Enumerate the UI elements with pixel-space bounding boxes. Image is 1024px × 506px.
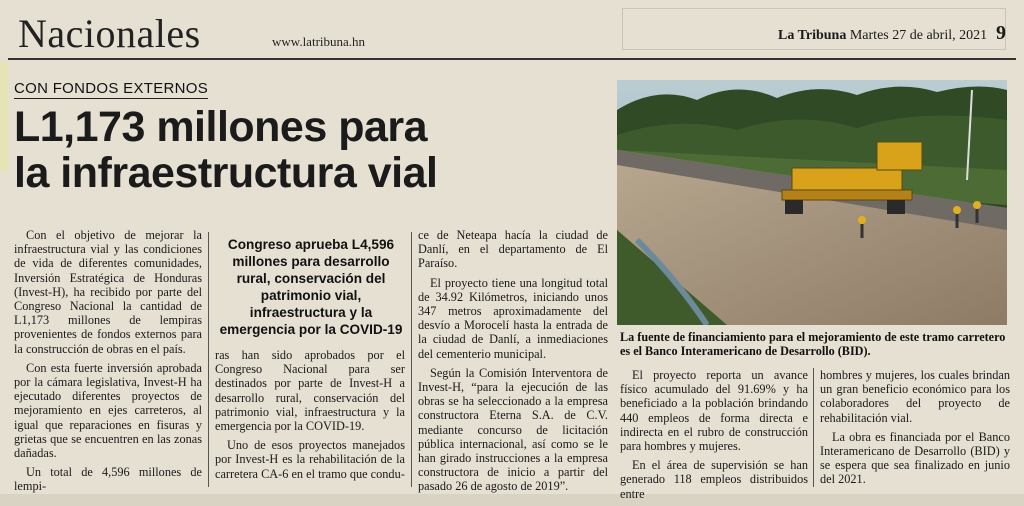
- article-column-5: [820, 368, 1010, 492]
- paragraph: El proyecto tiene una longitud total de 34.92 Kilómetros, iniciando unos 347 metros aproximadamente del desvío a Morocelí hasta la entrada de la ciudad de Danlí, a inmediaciones del cementerio municipal.: [418, 275, 608, 361]
- column-divider: [813, 368, 814, 487]
- subheadline: Congreso aprueba L4,596 millones para desarrollo rural, conservación del patrimonio vial, infraestructura y la emergencia por la COVID-19: [219, 237, 403, 337]
- article-column-3: [418, 228, 608, 499]
- page-header: [0, 0, 1024, 62]
- paragraph: Un total de 4,596 millones de lempi-: [14, 465, 202, 494]
- paragraph: Con el objetivo de mejorar la infraestructura vial y las condiciones de vida de diferentes comunidades, Inversión Estratégica de Honduras (Invest-H), ha recibido por parte del Congreso Nacional la cantidad de L1,173 millones de lempiras provenientes de fondos externos para la construcción de obras en el país.: [14, 228, 202, 356]
- headline-line-2: la infraestructura vial: [14, 149, 438, 197]
- column-divider: [411, 232, 412, 487]
- paragraph: Según la Comisión Interventora de Invest-H, “para la ejecución de las obras se ha seleccionado a la empresa constructora Eterna S.A. de C.V. mediante concurso de licitación pública internacional, así como se le han girado instrucciones a la empresa constructora de inicio a partir del pasado 26 de agosto de 2019”.: [418, 365, 608, 494]
- paragraph: Con esta fuerte inversión aprobada por la cámara legislativa, Invest-H ha ejecutado diferentes proyectos de mejoramiento en ejes carreteros, al igual que reparaciones en fisuras y grietas que se encuentren en las zonas dañadas.: [14, 360, 202, 461]
- article-column-2: [215, 348, 405, 486]
- paragraph: En el área de supervisión se han generado 118 empleos distribuidos entre: [620, 458, 808, 501]
- paragraph: hombres y mujeres, los cuales brindan un gran beneficio económico para los colaboradores del proyecto de rehabilitación vial.: [820, 368, 1010, 425]
- article-column-4: [620, 368, 808, 506]
- section-title: Nacionales: [18, 11, 201, 56]
- header-rule: [8, 58, 1016, 60]
- headline: [14, 104, 614, 196]
- photo-caption: La fuente de financiamiento para el mejoramiento de este tramo carretero es el Banco Interamericano de Desarrollo (BID).: [620, 330, 1006, 358]
- article-column-1: [14, 228, 202, 499]
- column-divider: [208, 232, 209, 487]
- paragraph: La obra es financiada por el Banco Interamericano de Desarrollo (BID) y se espera que sea finalizado en junio del 2021.: [820, 429, 1010, 487]
- site-url: www.latribuna.hn: [272, 34, 366, 49]
- paragraph: Uno de esos proyectos manejados por Invest-H es la rehabilitación de la carretera CA-6 en el tramo que condu-: [215, 438, 405, 481]
- paragraph: ce de Neteapa hacía la ciudad de Danlí, en el departamento de El Paraíso.: [418, 228, 608, 271]
- paragraph: El proyecto reporta un avance físico acumulado del 91.69% y ha beneficiado a la población brindando 440 empleos de forma directa e indirecta en el rubro de construcción para hombres y mujeres.: [620, 368, 808, 454]
- headline-line-1: L1,173 millones para: [14, 103, 428, 151]
- paper-name: La Tribuna: [778, 28, 847, 43]
- paragraph: ras han sido aprobados por el Congreso Nacional para ser destinados por parte de Invest-H a desarrollo rural, conservación del patrimonio vial, infraestructura y la emergencia por la COVID-19.: [215, 348, 405, 434]
- issue-date: [778, 28, 987, 44]
- date-text: Martes 27 de abril, 2021: [849, 28, 988, 43]
- kicker: CON FONDOS EXTERNOS: [14, 80, 209, 97]
- highlight-strip: [0, 62, 8, 172]
- road-construction-photo: [617, 80, 1007, 325]
- page-number: 9: [996, 22, 1006, 44]
